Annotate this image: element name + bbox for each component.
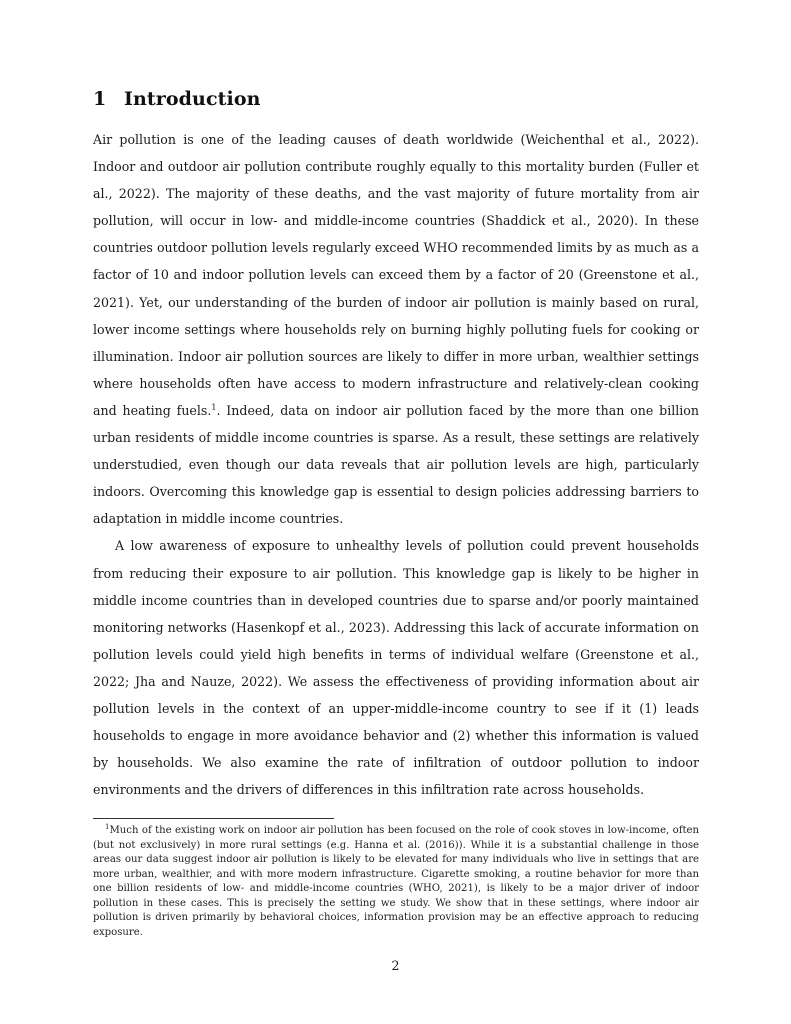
- section-number: 1: [93, 88, 107, 110]
- footnote: [93, 824, 699, 940]
- paragraph-1: [93, 126, 699, 532]
- footnote-text: Much of the existing work on indoor air pollution has been focused on the role of cook stoves in low-income, often (but not exclusively) in more rural settings (e.g. Hanna et al. (2016)). While it is a substantial challenge in those areas our data suggest indoor air pollution is likely to be elevated for many individuals who live in settings that are more urban, wealthier, and with more modern infrastructure. Cigarette smoking, a routine behavior for more than one billion residents of low- and middle-income countries (WHO, 2021), is likely to be a major driver of indoor pollution in these cases. This is precisely the setting we study. We show that in these settings, where indoor air pollution is driven primarily by behavioral choices, information provision may be an effective approach to reducing exposure.: [93, 825, 699, 938]
- paragraph-1-text-before: Air pollution is one of the leading causes of death worldwide (Weichenthal et al., 2022). Indoor and outdoor air pollution contribute roughly equally to this mortality burden (Fuller et al., 2022). The majority of these deaths, and the vast majority of future mortality from air pollution, will occur in low- and middle-income countries (Shaddick et al., 2020). In these countries outdoor pollution levels regularly exceed WHO recommended limits by as much as a factor of 10 and indoor pollution levels can exceed them by a factor of 20 (Greenstone et al., 2021). Yet, our understanding of the burden of indoor air pollution is mainly based on rural, lower income settings where households rely on burning highly polluting fuels for cooking or illumination. Indoor air pollution sources are likely to differ in more urban, wealthier settings where households often have access to modern infrastructure and relatively-clean cooking and heating fuels.: [93, 132, 699, 418]
- footnote-reference[interactable]: 1: [211, 402, 217, 412]
- footnote-mark: 1: [105, 823, 110, 831]
- paragraph-1-text-after: . Indeed, data on indoor air pollution faced by the more than one billion urban residents of middle income countries is sparse. As a result, these settings are relatively understudied, even though our data reveals that air pollution levels are high, particularly indoors. Overcoming this knowledge gap is essential to design policies addressing barriers to adaptation in middle income countries.: [93, 402, 699, 527]
- section-heading: [93, 88, 261, 110]
- body-text: [93, 126, 699, 803]
- footnote-divider: [93, 818, 334, 819]
- paragraph-2: A low awareness of exposure to unhealthy levels of pollution could prevent households from reducing their exposure to air pollution. This knowledge gap is likely to be higher in middle income countries than in developed countries due to sparse and/or poorly maintained monitoring networks (Hasenkopf et al., 2023). Addressing this lack of accurate information on pollution levels could yield high benefits in terms of individual welfare (Greenstone et al., 2022; Jha and Nauze, 2022). We assess the effectiveness of providing information about air pollution levels in the context of an upper-middle-income country to see if it (1) leads households to engage in more avoidance behavior and (2) whether this information is valued by households. We also examine the rate of infiltration of outdoor pollution to indoor environments and the drivers of differences in this infiltration rate across households.: [93, 538, 699, 798]
- page-number: 2: [391, 958, 400, 973]
- section-title: Introduction: [124, 88, 261, 110]
